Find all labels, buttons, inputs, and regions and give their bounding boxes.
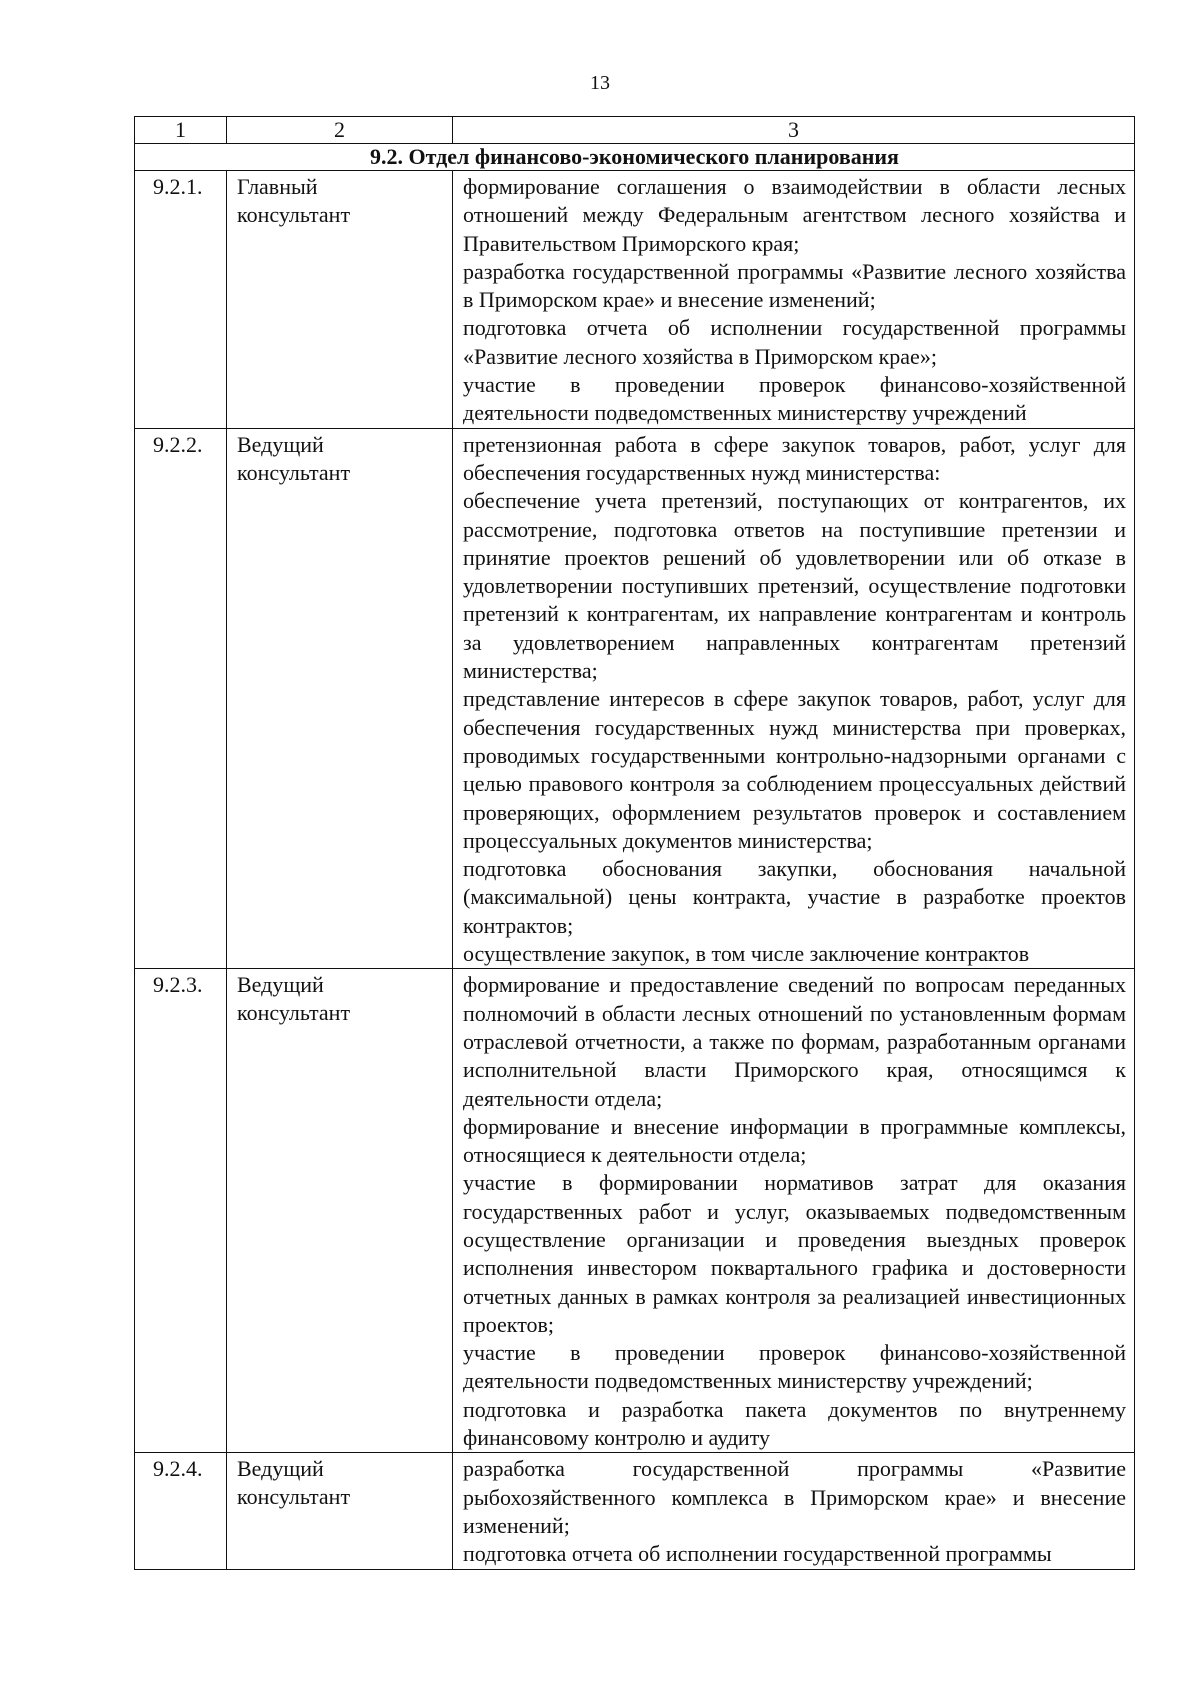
header-col-3: 3 — [453, 117, 1135, 144]
duty-item: представление интересов в сфере закупок товаров, работ, услуг для обеспечения государственных нужд министерства при проверках, проводимых государственными контрольно-надзорными органами с целью правового контроля за соблюдением процессуальных действий проверяющих, оформлением результатов проверок и составлением процессуальных документов министерства; — [463, 686, 1126, 853]
duty-item: разработка государственной программы «Развитие рыбохозяйственного комплекса в Приморском крае» и внесение изменений; — [463, 1456, 1126, 1538]
duties-cell — [453, 171, 1135, 429]
duties-table — [134, 116, 1135, 1570]
position-title: Ведущий — [237, 972, 324, 998]
duty-item: участие в формировании нормативов затрат для оказания государственных работ и услуг, оказываемых подведомственным осуществление организации и проведения выездных проверок исполнения инвестором поквартального графика и достоверности отчетных данных в рамках контроля за реализацией инвестиционных проектов; — [463, 1170, 1126, 1337]
position-cell — [227, 969, 453, 1453]
duty-item: осуществление закупок, в том числе заключение контрактов — [463, 941, 1030, 967]
duty-item: формирование и предоставление сведений по вопросам переданных полномочий в области лесных отношений по установленным формам отраслевой отчетности, а также по формам, разработанным органами исполнительной власти Приморского края, относящимся к деятельности отдела; — [463, 972, 1126, 1111]
position-rank: консультант — [237, 202, 351, 227]
position-cell — [227, 1453, 453, 1569]
duty-item: формирование соглашения о взаимодействии в области лесных отношений между Федеральным агентством лесного хозяйства и Правительством Приморского края; — [463, 174, 1126, 256]
duty-item: претензионная работа в сфере закупок товаров, работ, услуг для обеспечения государственных нужд министерства: — [463, 431, 1126, 485]
position-rank: консультант — [237, 459, 351, 485]
duty-item: обеспечение учета претензий, поступающих от контрагентов, их рассмотрение, подготовка ответов на поступившие претензии и принятие проектов решений об удовлетворении или об отказе в удовлетворении поступивших претензий, осуществление подготовки претензий к контрагентам, их направление контрагентам и контроль за удовлетворением направленных контрагентам претензий министерства; — [463, 488, 1126, 684]
position-title: Ведущий — [237, 1456, 324, 1482]
table-header-row — [135, 117, 1135, 144]
page-number: 13 — [590, 72, 610, 94]
row-number: 9.2.1. — [135, 171, 227, 429]
position-rank: консультант — [237, 1484, 351, 1510]
duty-item: разработка государственной программы «Развитие лесного хозяйства в Приморском крае» и внесение изменений; — [463, 258, 1126, 313]
duty-item: подготовка обоснования закупки, обоснования начальной (максимальной) цены контракта, участие в разработке проектов контрактов; — [463, 856, 1126, 938]
duties-cell — [453, 428, 1135, 969]
table-row — [135, 171, 1135, 429]
section-row — [135, 144, 1135, 171]
row-number: 9.2.2. — [135, 428, 227, 969]
duty-item: формирование и внесение информации в программные комплексы, относящиеся к деятельности отдела; — [463, 1113, 1126, 1168]
duty-item: подготовка и разработка пакета документов по внутреннему финансовому контролю и аудиту — [463, 1396, 1126, 1451]
table-row — [135, 969, 1135, 1453]
duties-cell — [453, 1453, 1135, 1569]
duties-cell — [453, 969, 1135, 1453]
duty-item: подготовка отчета об исполнении государственной программы «Развитие лесного хозяйства в Приморском крае»; — [463, 315, 1126, 369]
row-number: 9.2.4. — [135, 1453, 227, 1569]
duty-item: участие в проведении проверок финансово-хозяйственной деятельности подведомственных министерству учреждений — [463, 372, 1126, 426]
position-rank: консультант — [237, 1000, 351, 1026]
duty-item: участие в проведении проверок финансово-хозяйственной деятельности подведомственных министерству учреждений; — [463, 1340, 1126, 1394]
header-col-2: 2 — [227, 117, 453, 144]
row-number: 9.2.3. — [135, 969, 227, 1453]
table-row — [135, 428, 1135, 969]
table-row — [135, 1453, 1135, 1569]
header-col-1: 1 — [135, 117, 227, 144]
section-title: 9.2. Отдел финансово-экономического планирования — [135, 144, 1135, 171]
position-title: Главный — [237, 174, 318, 199]
position-title: Ведущий — [237, 431, 324, 457]
duty-item: подготовка отчета об исполнении государственной программы — [463, 1541, 1052, 1567]
position-cell — [227, 171, 453, 429]
position-cell — [227, 428, 453, 969]
